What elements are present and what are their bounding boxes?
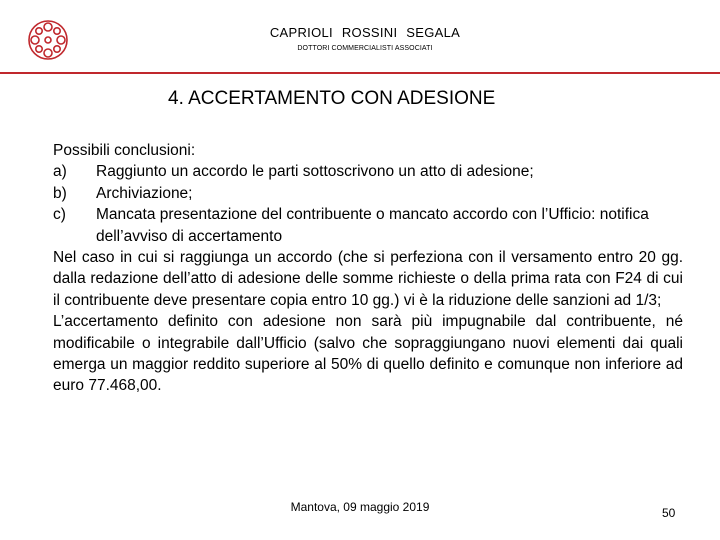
list-item <box>53 204 683 247</box>
list-marker: c) <box>53 206 66 224</box>
paragraph-definitive: L’accertamento definito con adesione non sarà più impugnabile dal contribuente, né modificabile o integrabile dall’Ufficio (salvo che sopraggiungano nuovi elementi dai quali emerga un maggior reddito superiore al 50% di quello definito e comunque non inferiore ad euro 77.468,00. <box>53 313 683 395</box>
list-item <box>53 183 683 204</box>
firm-subtitle: DOTTORI COMMERCIALISTI ASSOCIATI <box>297 45 433 52</box>
intro-text: Possibili conclusioni: <box>53 142 196 159</box>
header-divider <box>0 72 720 74</box>
footer-place-date: Mantova, 09 maggio 2019 <box>290 500 430 514</box>
list-item <box>53 161 683 182</box>
paragraph-settlement: Nel caso in cui si raggiunga un accordo (che si perfeziona con il versamento entro 20 gg. dalla redazione dell’atto di adesione delle somme richieste o della prima rata con F24 di cui il contribuente deve presentare copia entro 10 gg.) vi è la riduzione delle sanzioni ad 1/3; <box>53 249 683 309</box>
page-number: 50 <box>662 506 676 520</box>
list-item-text: Mancata presentazione del contribuente o mancato accordo con l’Ufficio: notifica dell’avviso di accertamento <box>96 206 649 245</box>
firm-logo-icon <box>26 18 70 62</box>
list-marker: a) <box>53 163 67 181</box>
list-item-text: Raggiunto un accordo le parti sottoscrivono un atto di adesione; <box>96 163 534 181</box>
list-item-text: Archiviazione; <box>96 184 193 202</box>
firm-name: CAPRIOLI ROSSINI SEGALA <box>269 25 461 40</box>
slide-body <box>53 140 683 397</box>
list-marker: b) <box>53 184 67 202</box>
slide-title: 4. ACCERTAMENTO CON ADESIONE <box>168 88 496 109</box>
